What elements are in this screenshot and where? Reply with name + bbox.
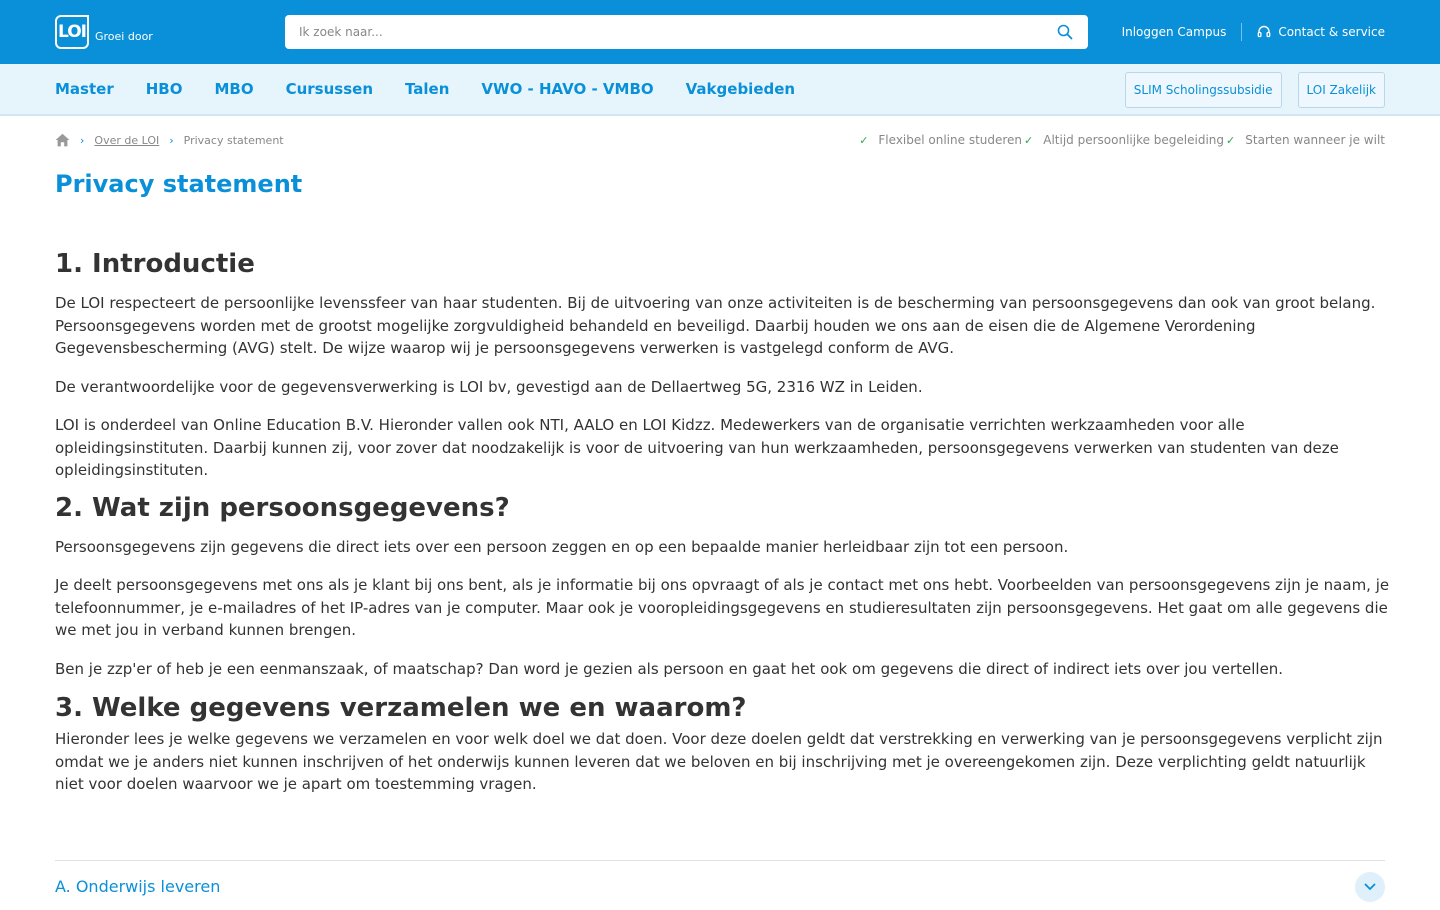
main-nav: [55, 64, 795, 114]
top-bar: [0, 0, 1440, 64]
chevron-right-icon: ›: [169, 133, 174, 147]
loi-zakelijk-button[interactable]: LOI Zakelijk: [1298, 72, 1386, 108]
check-icon: ✓: [1226, 133, 1236, 147]
contact-service-link[interactable]: [1257, 25, 1385, 39]
nav-item-vwo-havo-vmbo[interactable]: VWO - HAVO - VMBO: [481, 80, 654, 98]
nav-item-cursussen[interactable]: Cursussen: [285, 80, 373, 98]
nav-item-master[interactable]: Master: [55, 80, 114, 98]
usp-text: Flexibel online studeren: [878, 133, 1023, 147]
headset-icon: [1257, 25, 1271, 39]
check-icon: ✓: [1024, 133, 1034, 147]
search-icon[interactable]: [1056, 23, 1074, 41]
breadcrumb-over-de-loi[interactable]: Over de LOI: [94, 133, 160, 147]
usp-item: [1224, 133, 1385, 147]
chevron-right-icon: ›: [80, 133, 85, 147]
nav-item-hbo[interactable]: HBO: [145, 80, 183, 98]
article-content: [55, 246, 1390, 812]
top-links: [1122, 0, 1385, 64]
section-heading: 1. Introductie: [55, 249, 255, 279]
paragraph: Hieronder lees je welke gegevens we verzamelen en voor welk doel we dat doen. Voor deze doelen geldt dat verstrekking en verwerking van je persoonsgegevens verplicht zijn omdat we je anders niet kunnen inschrijven of het onderwijs kunnen leveren dat we beloven en bij inschrijving met je overeengekomen zijn. Deze verplichting geldt natuurlijk niet voor doelen waarvoor we je apart om toestemming vragen.: [55, 730, 1383, 793]
page-title: Privacy statement: [55, 170, 303, 198]
check-icon: ✓: [859, 133, 869, 147]
usp-item: [1022, 133, 1224, 147]
main-nav-bar: [0, 64, 1440, 116]
nav-buttons: [1125, 72, 1385, 108]
chevron-down-icon[interactable]: [1355, 872, 1385, 902]
usp-list: [859, 131, 1385, 149]
paragraph: De LOI respecteert de persoonlijke levenssfeer van haar studenten. Bij de uitvoering van onze activiteiten is de bescherming van persoonsgegevens dan ook van groot belang. Persoonsgegevens worden met de grootst mogelijke zorgvuldigheid behandeld en beveiligd. Daarbij houden we ons aan de eisen die de Algemene Verordening Gegevensbescherming (AVG) stelt. De wijze waarop wij je persoonsgegevens verwerken is vastgelegd conform de AVG.: [55, 294, 1376, 357]
usp-item: [859, 133, 1022, 147]
divider: [1241, 23, 1242, 41]
nav-item-mbo[interactable]: MBO: [214, 80, 254, 98]
contact-label: Contact & service: [1278, 25, 1385, 39]
logo-mark: LOI: [55, 15, 89, 49]
nav-item-talen[interactable]: Talen: [405, 80, 450, 98]
section-heading: 2. Wat zijn persoonsgegevens?: [55, 492, 510, 523]
usp-text: Altijd persoonlijke begeleiding: [1043, 133, 1225, 147]
paragraph: Je deelt persoonsgegevens met ons als je klant bij ons bent, als je informatie bij ons opvraagt of als je contact met ons hebt. Voorbeelden van persoonsgegevens zijn je naam, je telefoonnummer, je e-mailadres of het IP-adres van je computer. Maar ook je vooropleidingsgegevens en studieresultaten zijn persoonsgegevens. Het gaat om alle gegevens die we met jou in verband kunnen brengen.: [55, 576, 1390, 639]
nav-item-vakgebieden[interactable]: Vakgebieden: [685, 80, 796, 98]
usp-text: Starten wanneer je wilt: [1245, 133, 1385, 147]
paragraph: LOI is onderdeel van Online Education B.V. Hieronder vallen ook NTI, AALO en LOI Kidzz. Medewerkers van de organisatie verrichten werkzaamheden voor alle opleidingsinstituten. Daarbij kunnen zij, voor zover dat noodzakelijk is voor de uitvoering van hun werkzaamheden, persoonsgegevens verwerken van studenten van deze opleidingsinstituten.: [55, 416, 1339, 479]
breadcrumb-current: Privacy statement: [183, 133, 284, 147]
paragraph: Ben je zzp'er of heb je een eenmanszaak, of maatschap? Dan word je gezien als persoon en gaat het ook om gegevens die direct of indirect iets over jou vertellen.: [55, 659, 1284, 678]
breadcrumb: [55, 131, 284, 149]
search-input[interactable]: [285, 15, 1045, 49]
paragraph: De verantwoordelijke voor de gegevensverwerking is LOI bv, gevestigd aan de Dellaertweg 5G, 2316 WZ in Leiden.: [55, 377, 923, 396]
section-heading: 3. Welke gegevens verzamelen we en waarom?: [55, 693, 747, 723]
search-bar: [285, 15, 1088, 49]
accordion-label[interactable]: A. Onderwijs leveren: [55, 877, 221, 896]
slim-subsidie-button[interactable]: SLIM Scholingssubsidie: [1125, 72, 1282, 108]
logo-tagline: Groei door: [95, 29, 153, 43]
home-icon[interactable]: [55, 133, 70, 147]
paragraph: Persoonsgegevens zijn gegevens die direct iets over een persoon zeggen en op een bepaalde manier herleidbaar zijn tot een persoon.: [55, 537, 1069, 556]
accordion-item[interactable]: [55, 860, 1385, 910]
login-campus-link[interactable]: Inloggen Campus: [1121, 25, 1227, 39]
logo[interactable]: [55, 15, 153, 49]
